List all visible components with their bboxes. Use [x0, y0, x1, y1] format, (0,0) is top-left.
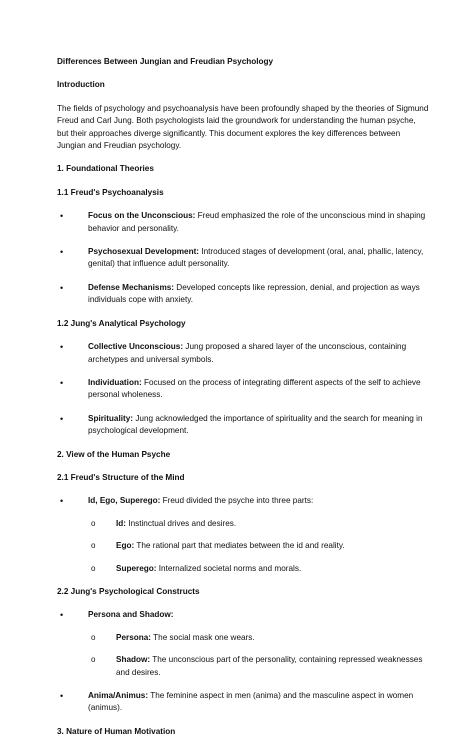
list-item	[57, 377, 429, 402]
sub-bullet-icon: o	[91, 541, 96, 551]
item-text: The unconscious part of the personality, containing repressed weaknesses and desires.	[116, 655, 423, 677]
jung-theories-list	[57, 341, 429, 437]
item-term: Persona and Shadow:	[88, 610, 174, 620]
item-term: Defense Mechanisms:	[88, 282, 175, 292]
freud-structure-list	[57, 495, 429, 575]
item-text: Freud emphasized the role of the unconscious mind in shaping behavior and personality.	[88, 211, 426, 233]
item-text: The social mask one wears.	[151, 632, 255, 642]
item-text: The feminine aspect in men (anima) and the masculine aspect in women (animus).	[88, 691, 414, 713]
bullet-icon: •	[60, 282, 64, 293]
section-1-1-heading: 1.1 Freud's Psychoanalysis	[57, 187, 164, 197]
item-term: Psychosexual Development:	[88, 247, 200, 257]
item-term: Anima/Animus:	[88, 691, 149, 700]
section-1-heading: 1. Foundational Theories	[57, 164, 154, 174]
item-term: Id, Ego, Superego:	[88, 496, 161, 506]
bullet-icon: •	[60, 377, 64, 388]
list-item	[57, 413, 429, 438]
sub-bullet-icon: o	[91, 563, 96, 573]
persona-shadow-list	[88, 632, 429, 679]
section-3-heading: 3. Nature of Human Motivation	[57, 726, 176, 736]
psyche-parts-list	[88, 518, 429, 575]
sub-list-item	[88, 654, 429, 679]
item-text: Internalized societal norms and morals.	[156, 563, 302, 573]
bullet-icon: •	[60, 413, 64, 424]
item-text: Instinctual drives and desires.	[126, 518, 237, 528]
item-text: The rational part that mediates between the id and reality.	[134, 541, 345, 551]
bullet-icon: •	[60, 610, 64, 621]
sub-bullet-icon: o	[91, 632, 96, 642]
freud-theories-list	[57, 210, 429, 306]
list-item	[57, 210, 429, 235]
item-text: Jung proposed a shared layer of the unconscious, containing archetypes and universal symbols.	[88, 342, 407, 364]
item-term: Id:	[116, 518, 127, 528]
list-item	[57, 282, 429, 307]
section-2-1-heading: 2.1 Freud's Structure of the Mind	[57, 472, 185, 482]
document-title: Differences Between Jungian and Freudian Psychology	[57, 57, 274, 66]
item-term: Persona:	[116, 632, 152, 642]
list-item	[57, 341, 429, 366]
bullet-icon: •	[60, 691, 64, 701]
sub-list-item	[88, 632, 429, 644]
item-term: Collective Unconscious:	[88, 342, 184, 352]
item-text: Freud divided the psyche into three parts:	[160, 496, 314, 506]
document-body	[57, 56, 429, 738]
sub-list-item	[88, 518, 429, 530]
item-term: Ego:	[116, 541, 135, 551]
sub-list-item	[88, 540, 429, 552]
bullet-icon: •	[60, 247, 64, 258]
item-term: Shadow:	[116, 655, 151, 665]
bullet-icon: •	[60, 342, 64, 353]
intro-paragraph: The fields of psychology and psychoanalysis have been profoundly shaped by the theories of Sigmund Freud and Carl Jung. Both psychologists laid the groundwork for understanding the human psyche, but their approaches diverge significantly. This document explores the key differences between Jungian and Freudian psychology.	[57, 103, 429, 151]
section-2-2-heading: 2.2 Jung's Psychological Constructs	[57, 586, 200, 596]
item-text: Introduced stages of development (oral, anal, phallic, latency, genital) that influence adult personality.	[88, 247, 424, 269]
item-term: Focus on the Unconscious:	[88, 211, 196, 221]
sub-bullet-icon: o	[91, 655, 96, 665]
item-term: Individuation:	[88, 377, 142, 387]
bullet-icon: •	[60, 211, 64, 222]
item-term: Spirituality:	[88, 413, 134, 423]
section-2-heading: 2. View of the Human Psyche	[57, 449, 171, 459]
item-text: Developed concepts like repression, denial, and projection as ways individuals cope with anxiety.	[88, 282, 420, 305]
sub-bullet-icon: o	[91, 518, 96, 528]
item-term: Superego:	[116, 563, 157, 573]
item-text: Focused on the process of integrating different aspects of the self to achieve personal wholeness.	[88, 377, 421, 400]
bullet-icon: •	[60, 496, 64, 507]
section-1-2-heading: 1.2 Jung's Analytical Psychology	[57, 318, 186, 328]
intro-heading: Introduction	[57, 80, 105, 90]
list-item	[57, 690, 429, 715]
item-text: Jung acknowledged the importance of spirituality and the search for meaning in psychological development.	[88, 413, 423, 436]
list-item	[57, 246, 429, 271]
list-item	[57, 495, 429, 575]
sub-list-item	[88, 563, 429, 575]
jung-constructs-list	[57, 609, 429, 714]
